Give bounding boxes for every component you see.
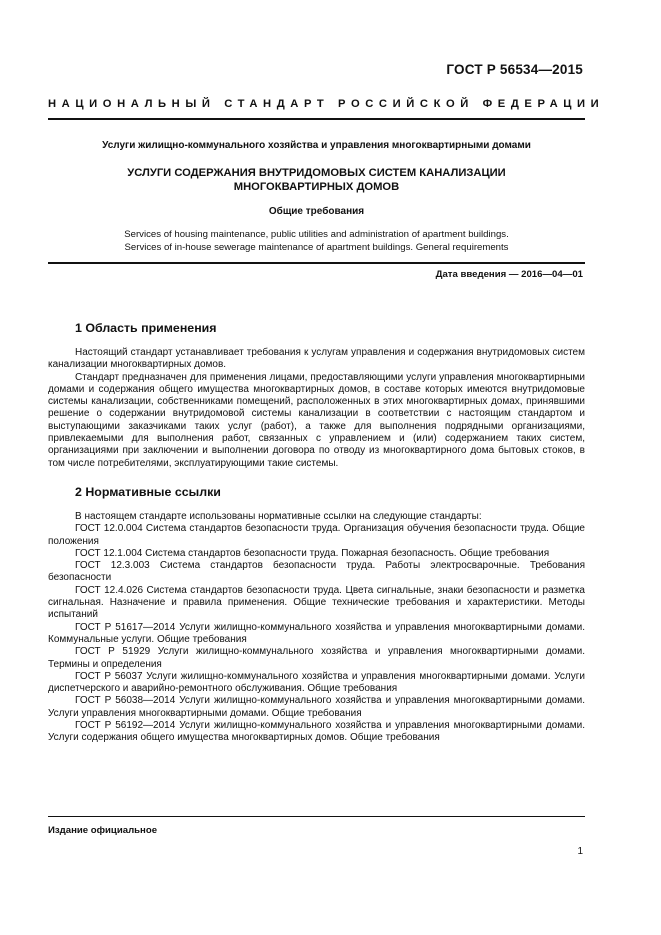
- normative-reference: ГОСТ Р 51617—2014 Услуги жилищно-коммунального хозяйства и управления многоквартирными домами. Коммунальные услуги. Общие требования: [48, 621, 585, 645]
- section-1-heading: 1 Область применения: [75, 321, 217, 335]
- page-number: 1: [577, 846, 583, 857]
- document-body: [48, 320, 585, 745]
- normative-reference: ГОСТ 12.1.004 Система стандартов безопасности труда. Пожарная безопасность. Общие требования: [75, 547, 550, 559]
- main-title-line-1: УСЛУГИ СОДЕРЖАНИЯ ВНУТРИДОМОВЫХ СИСТЕМ КАНАЛИЗАЦИИ: [127, 167, 506, 179]
- normative-reference: ГОСТ Р 56038—2014 Услуги жилищно-коммунального хозяйства и управления многоквартирными домами. Услуги управления многоквартирными домами. Общие требования: [48, 695, 585, 719]
- requirements-subtitle: Общие требования: [268, 206, 365, 217]
- normative-reference: ГОСТ Р 56037 Услуги жилищно-коммунального хозяйства и управления многоквартирными домами. Услуги диспетчерского и аварийно-ремонтного обслуживания. Общие требования: [48, 670, 585, 695]
- section-2-intro: В настоящем стандарте использованы нормативные ссылки на следующие стандарты:: [75, 510, 482, 522]
- english-title-line-2: Services of in-house sewerage maintenance of apartment buildings. General requirements: [124, 241, 509, 253]
- main-title-line-2: МНОГОКВАРТИРНЫХ ДОМОВ: [233, 181, 400, 193]
- footer-rule: [48, 816, 585, 817]
- bottom-rule: [48, 262, 585, 264]
- section-1-paragraph: Стандарт предназначен для применения лицами, предоставляющими услуги управления многоквартирными домами и содержания общего имущества многоквартирных домов, в составе которых имеются внутридомовые системы канализации, собственниками помещений, расположенных в этих многоквартирных домах, принявшими решение о содержании внутридомовой системы канализации в соответствии с настоящим стандартом и выступающими заказчиками таких услуг (работ), а также для выполнения подрядными организациями, привлекаемыми для выполнения работ, связанных с управлением и (или) содержанием таких систем, организациями при заключении и выполнении договора по отводу из многоквартирного дома бытовых стоков, в том числе потребителями, эксплуатирующими такие системы.: [48, 371, 585, 469]
- normative-reference: ГОСТ 12.3.003 Система стандартов безопасности труда. Работы электросварочные. Требования безопасности: [48, 560, 585, 584]
- top-rule: [48, 118, 585, 120]
- section-2-heading: 2 Нормативные ссылки: [75, 484, 221, 499]
- english-title: [48, 229, 585, 254]
- standard-subject: Услуги жилищно-коммунального хозяйства и управления многоквартирными домами: [102, 140, 531, 151]
- section-1-paragraph: Настоящий стандарт устанавливает требования к услугам управления и содержания внутридомовых систем канализации многоквартирных домов.: [48, 347, 585, 371]
- normative-reference: ГОСТ 12.0.004 Система стандартов безопасности труда. Организация обучения безопасности труда. Общие положения: [48, 523, 585, 547]
- document-number: ГОСТ Р 56534—2015: [446, 62, 583, 77]
- official-edition-label: Издание официальное: [48, 825, 158, 836]
- national-standard-title: НАЦИОНАЛЬНЫЙ СТАНДАРТ РОССИЙСКОЙ ФЕДЕРАЦИИ: [48, 98, 605, 110]
- english-title-line-1: Services of housing maintenance, public utilities and administration of apartment buildings.: [124, 229, 509, 240]
- normative-reference: ГОСТ Р 51929 Услуги жилищно-коммунального хозяйства и управления многоквартирными домами. Термины и определения: [48, 646, 585, 670]
- main-title: [48, 166, 585, 194]
- effective-date: Дата введения — 2016—04—01: [435, 269, 583, 280]
- normative-reference: ГОСТ Р 56192—2014 Услуги жилищно-коммунального хозяйства и управления многоквартирными домами. Услуги содержания общего имущества многоквартирных домов. Общие требования: [48, 720, 585, 744]
- normative-reference: ГОСТ 12.4.026 Система стандартов безопасности труда. Цвета сигнальные, знаки безопасности и разметка сигнальная. Назначение и правила применения. Общие технические требования и характеристики. Методы испытаний: [48, 584, 585, 621]
